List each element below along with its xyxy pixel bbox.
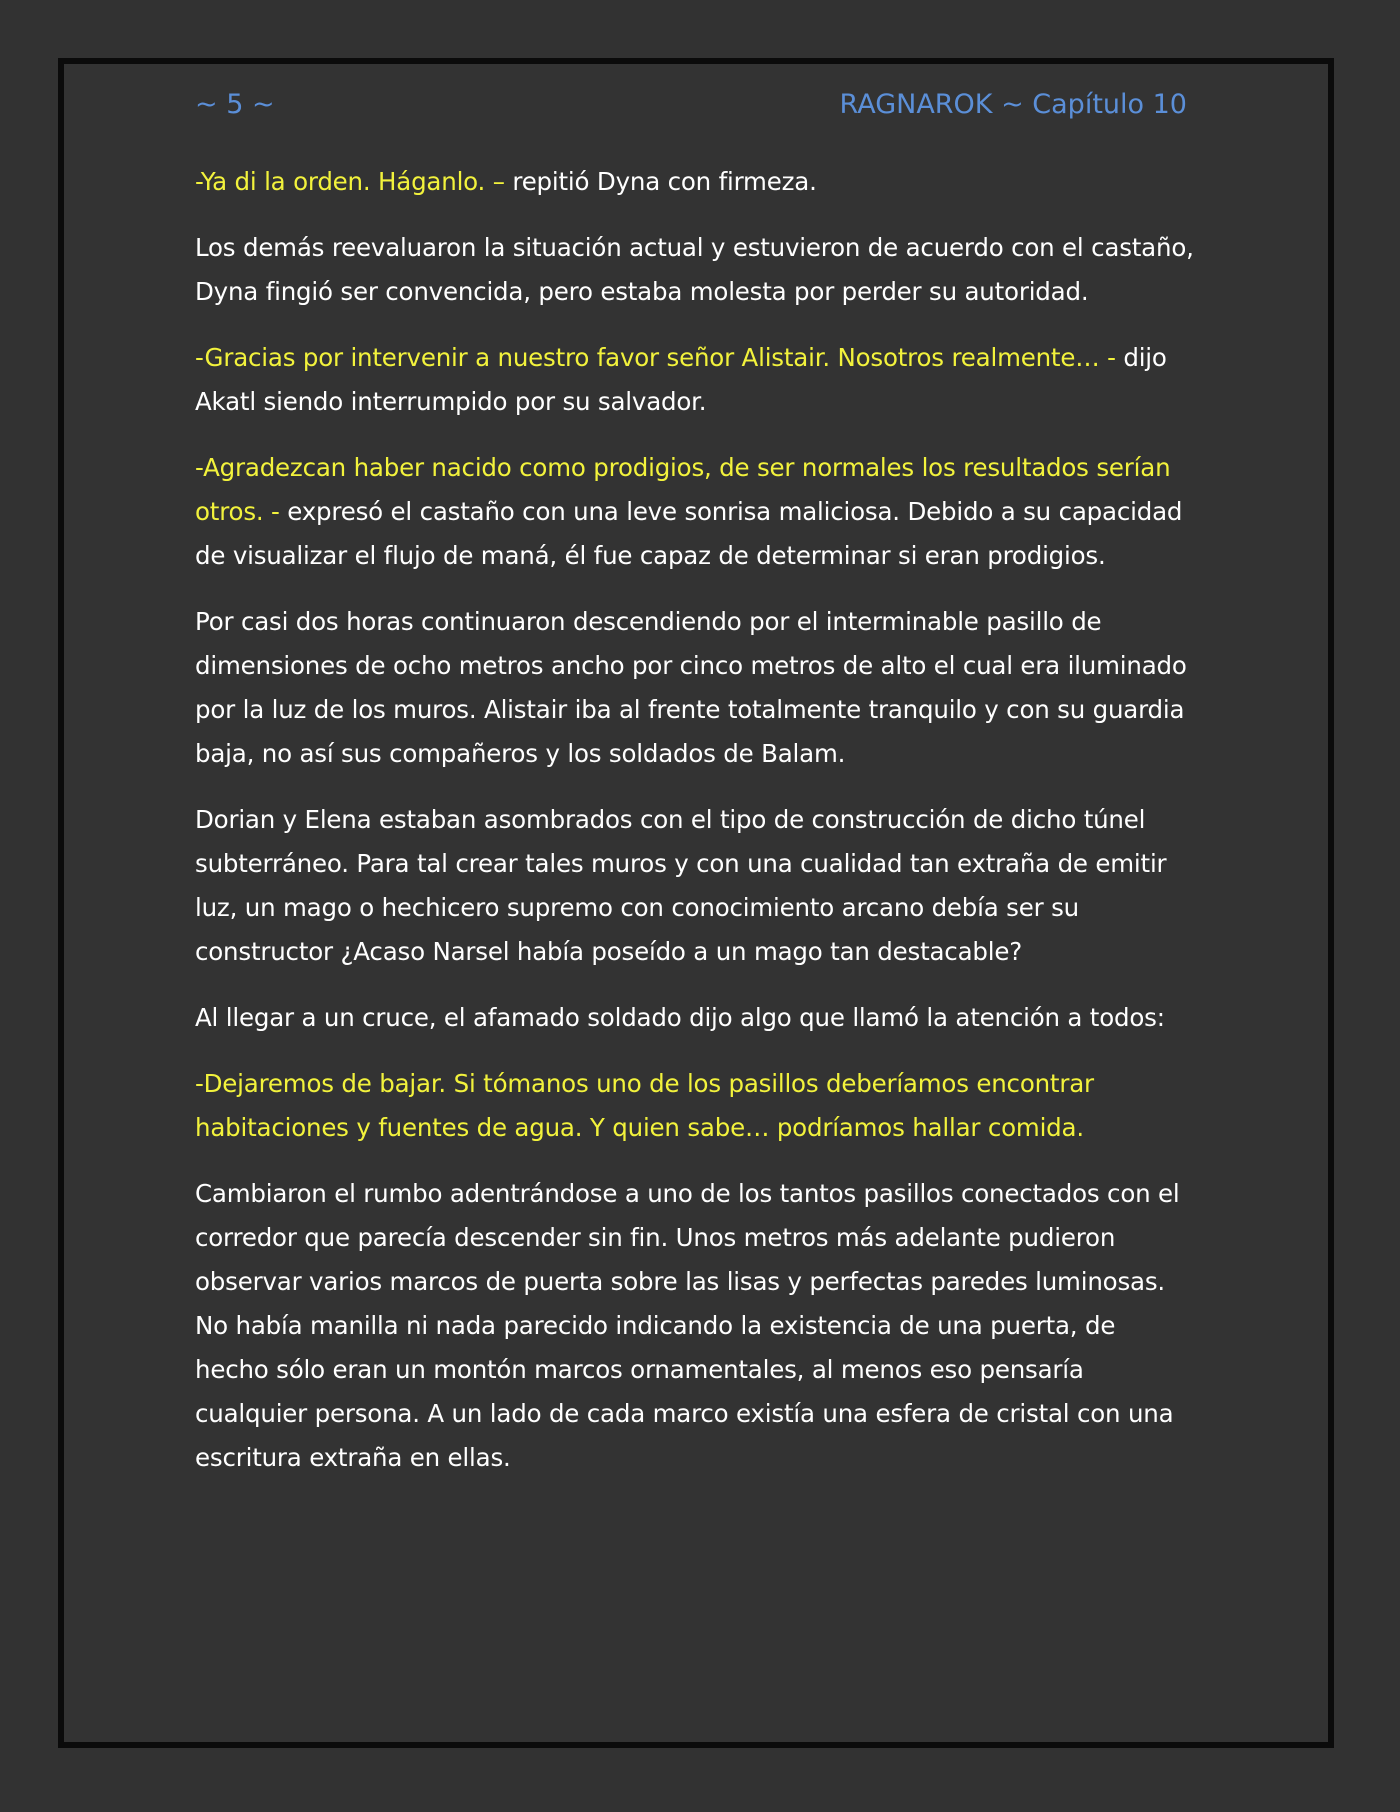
paragraph [195,1062,1195,1150]
chapter-title: RAGNAROK ~ Capítulo 10 [839,88,1187,120]
narration-text: repitió Dyna con firmeza. [504,167,817,196]
page-number: ~ 5 ~ [195,88,275,120]
narration-text: Dorian y Elena estaban asombrados con el tipo de construcción de dicho túnel subterráneo. Para tal crear tales muros y con una cualidad tan extraña de emitir luz, un mago o hechicero supremo con conocimiento arcano debía ser su constructor ¿Acaso Narsel había poseído a un mago tan destacable? [195,805,1167,966]
narration-text: Los demás reevaluaron la situación actual y estuvieron de acuerdo con el castaño, Dyna fingió ser convencida, pero estaba molesta por perder su autoridad. [195,233,1194,306]
narration-text: dijo Akatl siendo interrumpido por su salvador. [195,343,1167,416]
narration-text: Por casi dos horas continuaron descendiendo por el interminable pasillo de dimensiones de ocho metros ancho por cinco metros de alto el cual era iluminado por la luz de los muros. Alistair iba al frente totalmente tranquilo y con su guardia baja, no así sus compañeros y los soldados de Balam. [195,607,1187,768]
chapter-body [195,160,1195,1502]
paragraph [195,446,1195,578]
dialogue-text: -Dejaremos de bajar. Si tómanos uno de los pasillos deberíamos encontrar habitaciones y fuentes de agua. Y quien sabe… podríamos hallar comida. [195,1069,1094,1142]
paragraph [195,996,1195,1040]
paragraph [195,798,1195,974]
paragraph [195,160,1195,204]
dialogue-text: -Agradezcan haber nacido como prodigios, de ser normales los resultados serían otros. - [195,453,1171,526]
narration-text: expresó el castaño con una leve sonrisa maliciosa. Debido a su capacidad de visualizar el flujo de maná, él fue capaz de determinar si eran prodigios. [195,497,1183,570]
paragraph [195,336,1195,424]
paragraph [195,226,1195,314]
paragraph [195,600,1195,776]
narration-text: Al llegar a un cruce, el afamado soldado dijo algo que llamó la atención a todos: [195,1003,1165,1032]
paragraph [195,1172,1195,1480]
page-header [195,84,1187,124]
dialogue-text: -Gracias por intervenir a nuestro favor señor Alistair. Nosotros realmente… - [195,343,1116,372]
narration-text: Cambiaron el rumbo adentrándose a uno de los tantos pasillos conectados con el corredor que parecía descender sin fin. Unos metros más adelante pudieron observar varios marcos de puerta sobre las lisas y perfectas paredes luminosas. No había manilla ni nada parecido indicando la existencia de una puerta, de hecho sólo eran un montón marcos ornamentales, al menos eso pensaría cualquier persona. A un lado de cada marco existía una esfera de cristal con una escritura extraña en ellas. [195,1179,1180,1472]
dialogue-text: -Ya di la orden. Háganlo. – [195,167,505,196]
